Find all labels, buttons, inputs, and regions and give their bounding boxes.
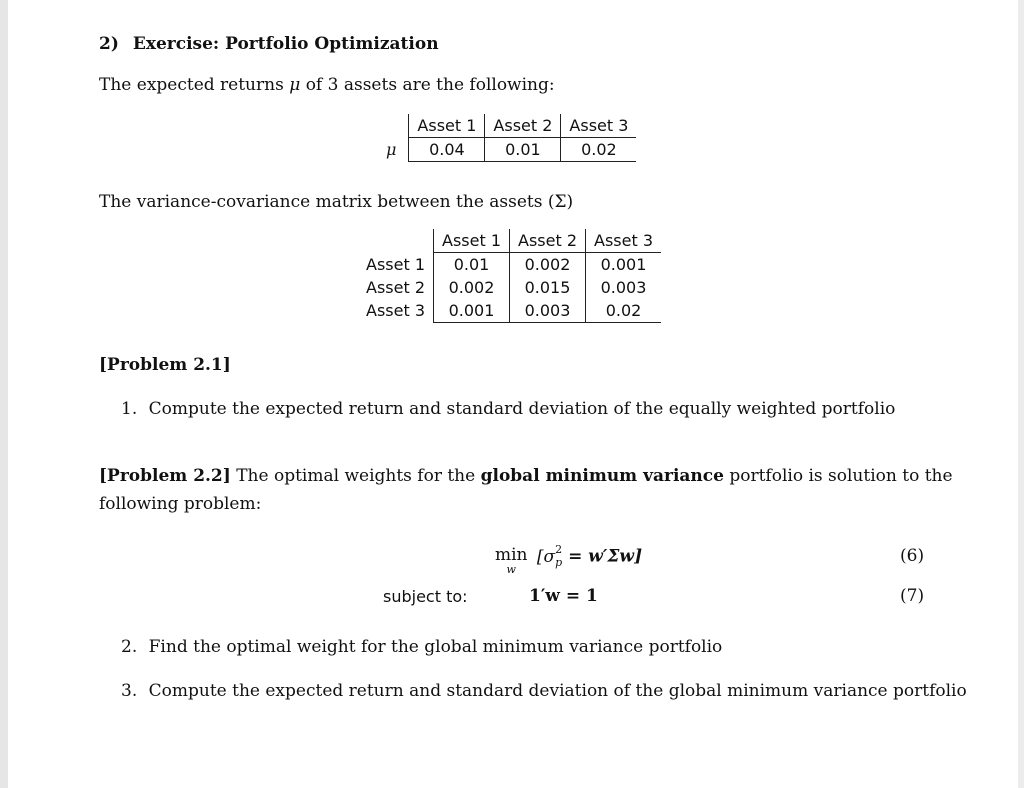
list-item-text: Find the optimal weight for the global minimum variance portfolio bbox=[148, 637, 723, 657]
list-item-number: 3. bbox=[121, 681, 138, 701]
section-title bbox=[99, 34, 439, 54]
min-subscript: w bbox=[506, 563, 516, 576]
returns-header-cell: Asset 3 bbox=[561, 114, 637, 138]
subject-to-label: subject to: bbox=[383, 587, 468, 606]
list-item-number: 2. bbox=[121, 637, 138, 657]
page-left-border bbox=[0, 0, 8, 788]
cov-header-cell: Asset 3 bbox=[586, 229, 662, 253]
problem-2-2-paragraph bbox=[99, 466, 953, 486]
cov-cell: 0.001 bbox=[600, 255, 647, 274]
sigma-subscript: p bbox=[555, 556, 563, 570]
returns-intro-prefix: The expected returns bbox=[99, 75, 284, 95]
cov-row-label: Asset 3 bbox=[358, 299, 434, 323]
mu-symbol: μ bbox=[289, 75, 301, 95]
equation-number-6: (6) bbox=[900, 546, 925, 566]
cov-cell: 0.015 bbox=[510, 276, 586, 299]
returns-value-cell: 0.01 bbox=[485, 138, 561, 162]
cov-cell: 0.02 bbox=[586, 299, 662, 323]
objective-equation bbox=[495, 545, 642, 575]
sigma-superscript: 2 bbox=[555, 543, 563, 556]
problem-2-2-text-before: The optimal weights for the bbox=[236, 466, 476, 486]
returns-value-cell: 0.04 bbox=[409, 138, 485, 162]
problem-2-2-bold: global minimum variance bbox=[480, 466, 724, 486]
cov-row-label: Asset 2 bbox=[358, 276, 434, 299]
cov-cell: 0.003 bbox=[600, 278, 647, 297]
problem-2-2-text-after: portfolio is solution to the bbox=[729, 466, 953, 486]
list-item-text: Compute the expected return and standard deviation of the global minimum variance portfolio bbox=[148, 681, 967, 701]
list-item bbox=[121, 637, 722, 657]
list-item bbox=[121, 399, 895, 419]
cov-cell: 0.002 bbox=[510, 253, 586, 277]
cov-intro: The variance-covariance matrix between the assets (Σ) bbox=[99, 192, 574, 212]
equation-number-7: (7) bbox=[900, 586, 925, 606]
cov-cell: 0.003 bbox=[510, 299, 586, 323]
cov-table bbox=[358, 229, 661, 323]
returns-table bbox=[380, 114, 636, 162]
list-item-number: 1. bbox=[121, 399, 138, 419]
returns-value-cell: 0.02 bbox=[561, 138, 637, 162]
cov-table-corner bbox=[358, 229, 434, 253]
returns-intro-suffix: of 3 assets are the following: bbox=[305, 75, 555, 95]
problem-2-2-line2: following problem: bbox=[99, 494, 262, 514]
cov-row-label: Asset 1 bbox=[358, 253, 434, 277]
returns-row-label: μ bbox=[380, 138, 409, 162]
page-right-border bbox=[1018, 0, 1024, 788]
returns-header-cell: Asset 1 bbox=[409, 114, 485, 138]
problem-2-1-label: [Problem 2.1] bbox=[99, 355, 231, 375]
section-title-text: Exercise: Portfolio Optimization bbox=[132, 34, 439, 54]
problem-2-2-label: [Problem 2.2] bbox=[99, 466, 231, 486]
objective-body-left: [σ bbox=[536, 546, 556, 567]
cov-header-cell: Asset 2 bbox=[510, 229, 586, 253]
returns-table-corner bbox=[380, 114, 409, 138]
list-item bbox=[121, 681, 967, 701]
section-number: 2) bbox=[99, 34, 119, 54]
cov-cell: 0.01 bbox=[434, 253, 510, 277]
constraint-equation: 1′w = 1 bbox=[529, 586, 598, 606]
returns-intro bbox=[99, 75, 555, 95]
objective-body-right: = w′Σw] bbox=[562, 546, 643, 567]
cov-cell: 0.001 bbox=[434, 299, 510, 323]
cov-cell: 0.002 bbox=[434, 276, 510, 299]
cov-header-cell: Asset 1 bbox=[434, 229, 510, 253]
min-text: min bbox=[495, 545, 528, 565]
min-operator bbox=[495, 545, 528, 575]
list-item-text: Compute the expected return and standard deviation of the equally weighted portfolio bbox=[148, 399, 896, 419]
returns-header-cell: Asset 2 bbox=[485, 114, 561, 138]
